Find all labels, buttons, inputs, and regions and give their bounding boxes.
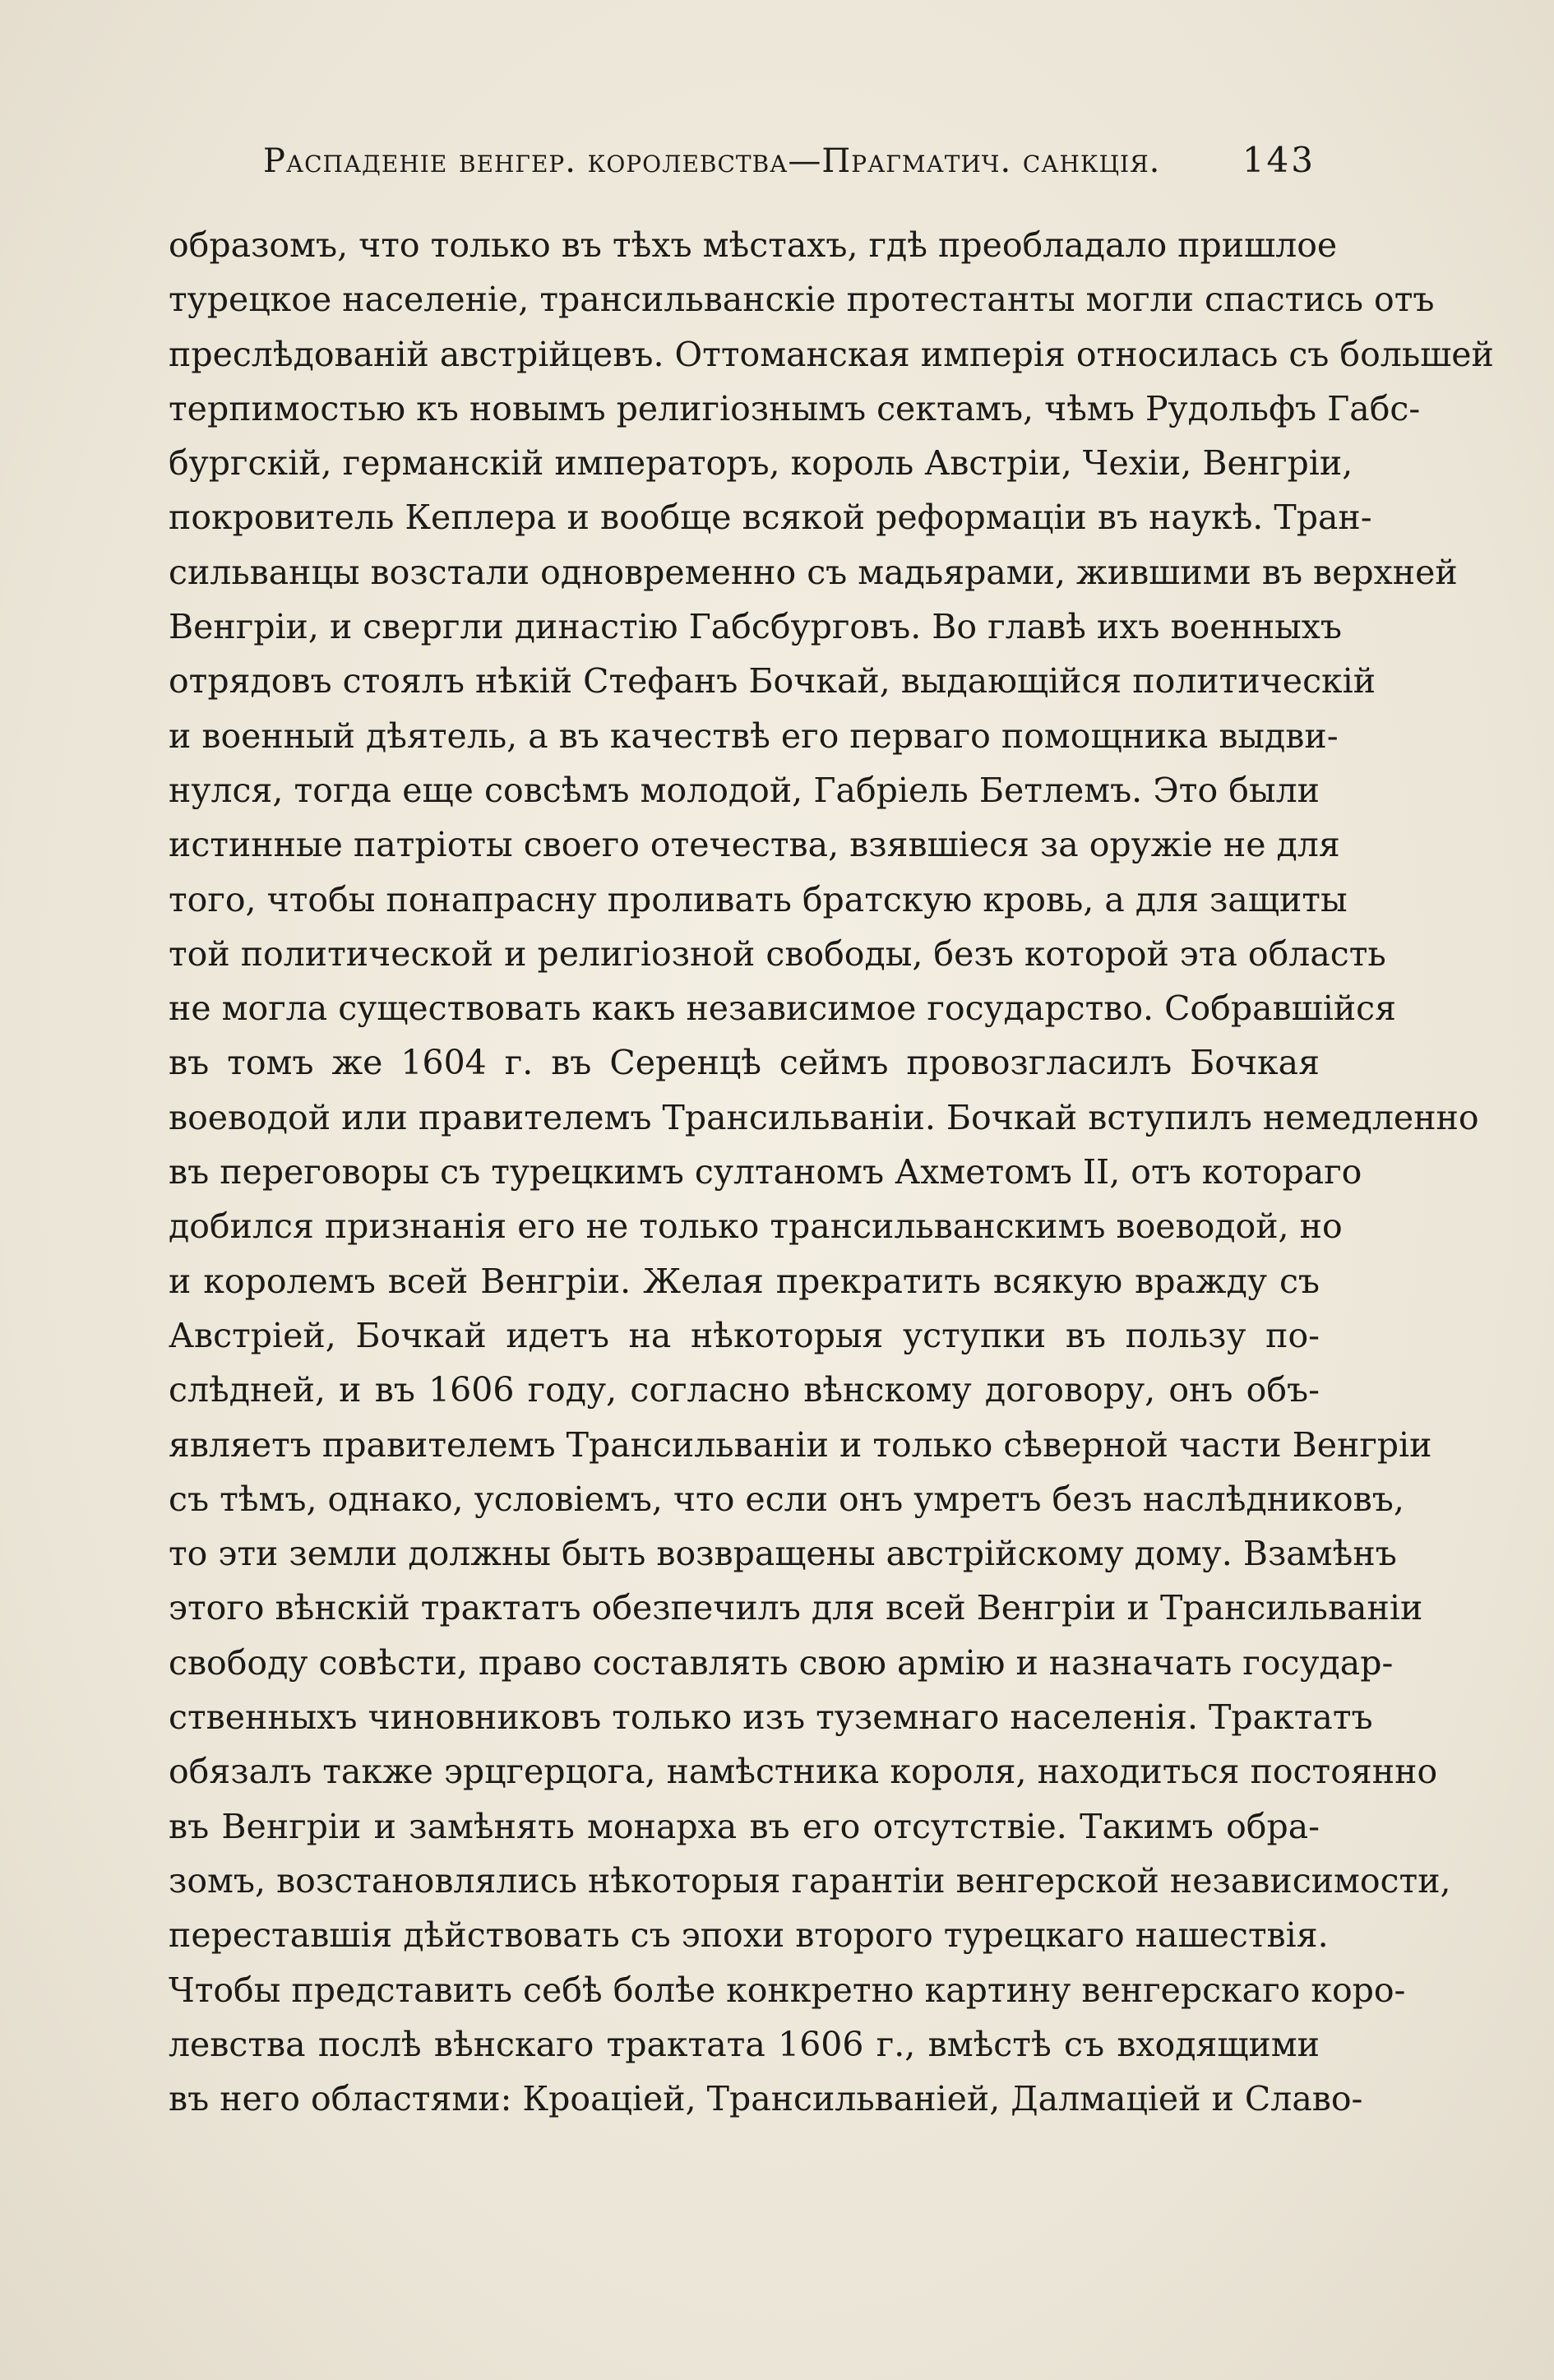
text-line: въ переговоры съ турецкимъ султаномъ Ахметомъ II, отъ котораго <box>169 1152 1362 1192</box>
text-line: бургскій, германскій императоръ, король Австріи, Чехіи, Венгріи, <box>169 443 1353 484</box>
text-line: въ томъ же 1604 г. въ Серенцѣ сеймъ провозгласилъ Бочкая <box>169 1043 1320 1083</box>
running-header <box>263 140 1316 180</box>
text-line: являетъ правителемъ Трансильваніи и только сѣверной части Венгріи <box>169 1424 1432 1465</box>
text-line: воеводой или правителемъ Трансильваніи. Бочкай вступилъ немедленно <box>169 1097 1479 1137</box>
text-line: не могла существовать какъ независимое государство. Собравшійся <box>169 989 1396 1029</box>
text-line: турецкое населеніе, трансильванскіе протестанты могли спастись отъ <box>169 280 1435 320</box>
page-number: 143 <box>1242 140 1316 180</box>
running-title: Распаденіе венгер. королевства—Прагматич. санкція. <box>263 142 1161 180</box>
text-line: нулся, тогда еще совсѣмъ молодой, Габріель Бетлемъ. Это были <box>169 770 1320 810</box>
text-line: того, чтобы понапрасну проливать братскую кровь, а для защиты <box>169 879 1348 919</box>
text-line: обязалъ также эрцгерцога, намѣстника короля, находиться постоянно <box>169 1752 1438 1792</box>
text-line: этого вѣнскій трактатъ обезпечилъ для всей Венгріи и Трансильваніи <box>169 1588 1423 1628</box>
text-line: и военный дѣятель, а въ качествѣ его перваго помощника выдви- <box>169 715 1339 756</box>
text-line: истинные патріоты своего отечества, взявшіеся за оружіе не для <box>169 825 1340 865</box>
body-text <box>169 218 1494 2126</box>
text-line: отрядовъ стоялъ нѣкій Стефанъ Бочкай, выдающійся политическій <box>169 661 1376 701</box>
text-line: слѣдней, и въ 1606 году, согласно вѣнскому договору, онъ объ- <box>169 1370 1320 1410</box>
text-line: въ Венгріи и замѣнять монарха въ его отсутствіе. Такимъ обра- <box>169 1806 1320 1846</box>
text-line: левства послѣ вѣнскаго трактата 1606 г., вмѣстѣ съ входящими <box>169 2024 1320 2064</box>
text-line: Австріей, Бочкай идетъ на нѣкоторыя уступки въ пользу по- <box>169 1315 1320 1355</box>
text-line: Чтобы представить себѣ болѣе конкретно картину венгерскаго коро- <box>169 1970 1406 2010</box>
text-line: преслѣдованій австрійцевъ. Оттоманская имперія относилась съ большей <box>169 334 1494 374</box>
text-line: сильванцы возстали одновременно съ мадьярами, жившими въ верхней <box>169 552 1458 592</box>
text-line: покровитель Кеплера и вообще всякой реформаціи въ наукѣ. Тран- <box>169 498 1372 538</box>
text-line: той политической и религіозной свободы, безъ которой эта область <box>169 933 1386 974</box>
text-line: то эти земли должны быть возвращены австрійскому дому. Взамѣнъ <box>169 1534 1397 1574</box>
text-line: свободу совѣсти, право составлять свою армію и назначать государ- <box>169 1642 1394 1683</box>
text-line: въ него областями: Кроаціей, Трансильваніей, Далмаціей и Славо- <box>169 2079 1363 2119</box>
text-line: переставшія дѣйствовать съ эпохи второго турецкаго нашествія. <box>169 1915 1329 1956</box>
text-line: съ тѣмъ, однако, условіемъ, что если онъ умретъ безъ наслѣдниковъ, <box>169 1479 1404 1519</box>
text-line: ственныхъ чиновниковъ только изъ туземнаго населенія. Трактатъ <box>169 1697 1373 1738</box>
text-line: и королемъ всей Венгріи. Желая прекратить всякую вражду съ <box>169 1261 1320 1301</box>
text-line: добился признанія его не только трансильванскимъ воеводой, но <box>169 1206 1343 1247</box>
text-line: терпимостью къ новымъ религіознымъ сектамъ, чѣмъ Рудольфъ Габс- <box>169 388 1421 428</box>
text-line: зомъ, возстановлялись нѣкоторыя гарантіи венгерской независимости, <box>169 1860 1451 1901</box>
text-line: образомъ, что только въ тѣхъ мѣстахъ, гдѣ преобладало пришлое <box>169 225 1338 265</box>
text-line: Венгріи, и свергли династію Габсбурговъ. Во главѣ ихъ военныхъ <box>169 607 1343 647</box>
